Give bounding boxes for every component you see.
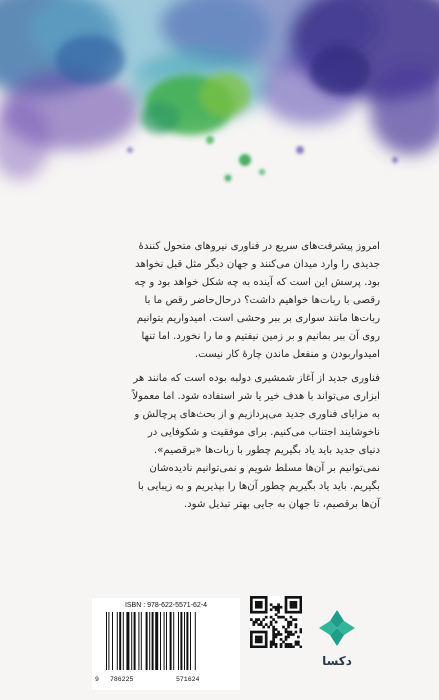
text-line: بود. پرسش این است که آینده به چه شکل خواهد بود و چه xyxy=(134,277,380,288)
text-line: به مزایای فناوری جدید می‌پردازیم و از بحث‌های پرچالش و xyxy=(134,409,380,420)
text-line: امروز پیشرفت‌های سریع در فناوری نیروهای متحول کننده‌ٔ xyxy=(138,241,380,252)
text-line: ربات‌ها مانند سواری بر ببر وحشی است. امیدواریم بتوانیم xyxy=(136,313,380,324)
barcode-digits-right: 571624 xyxy=(176,676,200,683)
barcode-digits-left: 786225 xyxy=(110,676,134,683)
qr-code-icon xyxy=(250,596,302,648)
publisher-logo xyxy=(313,608,361,668)
text-line: ابزاری می‌تواند با هدف خیر یا شر استفاده شود. اما معمولاً xyxy=(132,391,380,402)
text-line: ناخوشایند اجتناب می‌کنیم. برای موفقیت و شکوفایی در xyxy=(147,427,380,438)
text-line: رقصی با ربات‌ها خواهیم داشت؟ درحال‌حاضر رقص ما با xyxy=(144,295,380,306)
isbn-label: ISBN : 978-622-5571-62-4 xyxy=(124,602,208,609)
text-line: بگیریم. باید یاد بگیریم چطور آن‌ها را بپذیریم و به زیبایی با xyxy=(137,481,380,492)
barcode-icon xyxy=(98,612,234,676)
publisher-name: دکسا xyxy=(322,654,352,668)
text-line: جدیدی را وارد میدان می‌کنند و جهان دیگر مثل قبل نخواهد xyxy=(135,259,380,270)
paragraph-2 xyxy=(62,370,380,514)
text-line: دنیای جدید باید یاد بگیریم چطور با ربات‌ها «برقصیم». xyxy=(153,445,380,456)
text-line: نمی‌توانیم بر آن‌ها مسلط شویم و نمی‌توانیم نادیده‌شان xyxy=(149,463,380,474)
text-line: فناوری جدید از آغاز شمشیری دولبه بوده است که مانند هر xyxy=(133,373,380,384)
text-line: روی آن ببر بمانیم و بر زمین نیفتیم و ما را نخورد. اما تنها xyxy=(141,331,380,342)
watercolor-artwork xyxy=(0,0,439,230)
publisher-logo-icon xyxy=(317,608,357,648)
text-line: آن‌ها برقصیم، تا جهان به جایی بهتر تبدیل شود. xyxy=(183,499,380,510)
text-line: امیدواربودن و منفعل ماندن چارهٔ کار نیست. xyxy=(194,349,380,360)
barcode-digit-first: 9 xyxy=(95,676,99,683)
paragraph-1 xyxy=(62,238,380,364)
